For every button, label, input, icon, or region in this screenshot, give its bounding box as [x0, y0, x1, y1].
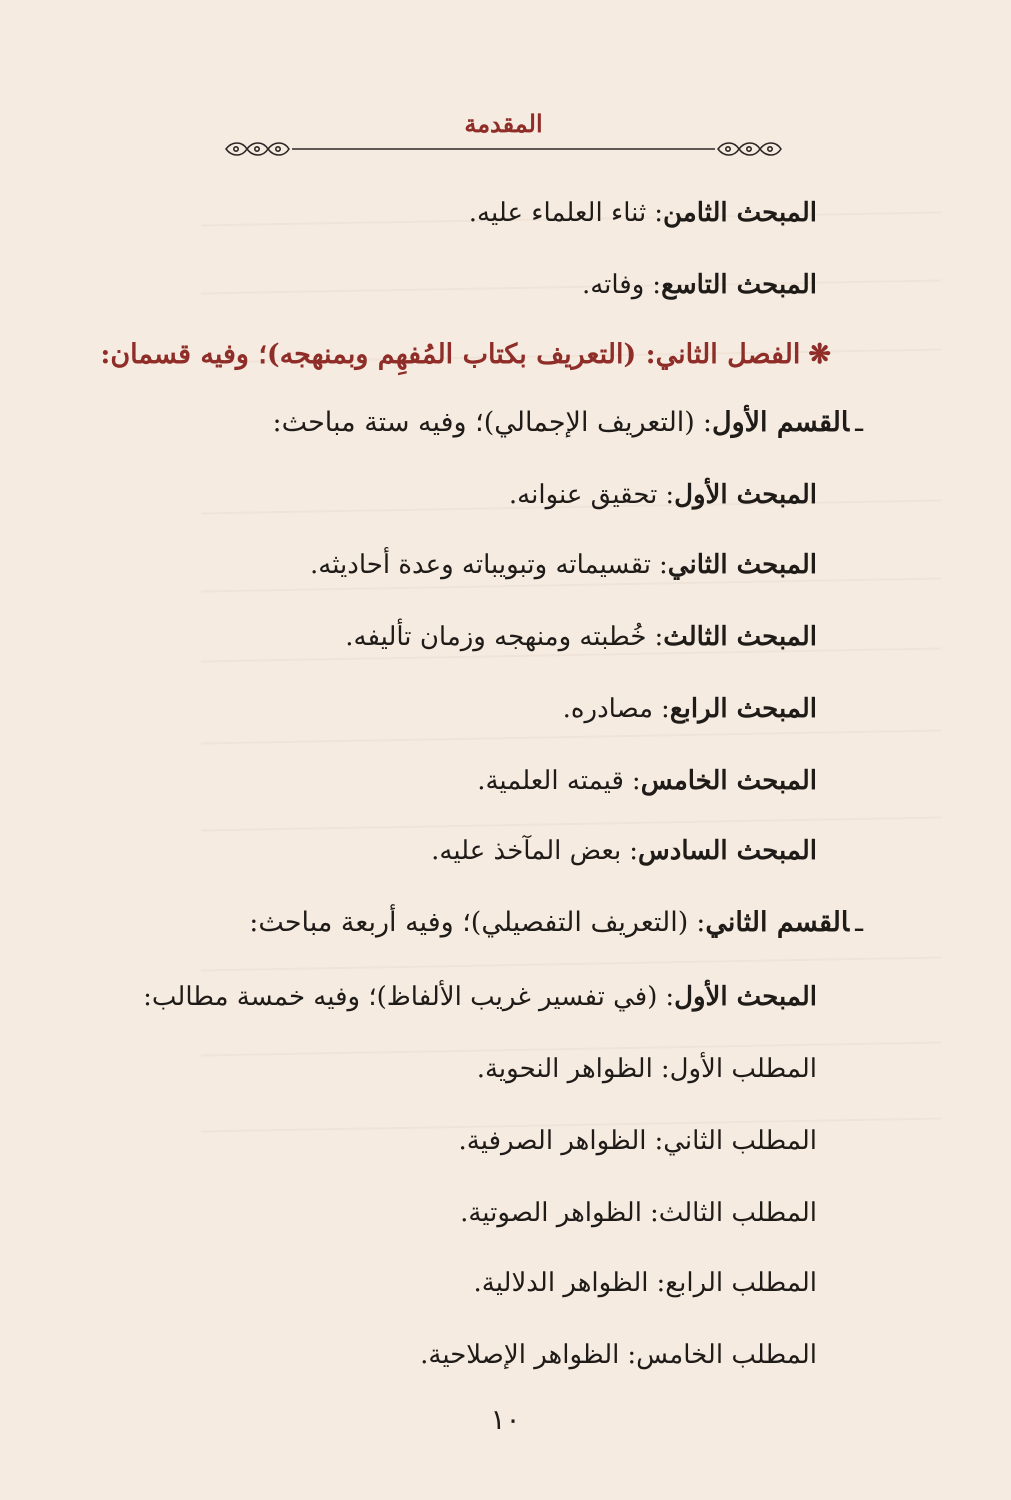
line-label: المطلب الرابع: [665, 1268, 817, 1298]
bleed-through-line: [201, 730, 941, 745]
content-line-6: المبحث الرابع:مصادره.: [562, 694, 817, 724]
line-text: (في تفسير غريب الألفاظ)؛ وفيه خمسة مطالب:: [143, 982, 658, 1012]
content-line-9: المبحث الأول:(في تفسير غريب الألفاظ)؛ وفيه خمسة مطالب:: [143, 982, 817, 1012]
content-line-12: المطلب الثالث:الظواهر الصوتية.: [460, 1198, 817, 1228]
line-text: قيمته العلمية.: [477, 766, 624, 796]
line-text: ثناء العلماء عليه.: [468, 198, 647, 228]
page-header: [222, 109, 785, 162]
part-text: (التعريف التفصيلي)؛ وفيه أربعة مباحث:: [249, 907, 689, 938]
content-line-1: المبحث الثامن:ثناء العلماء عليه.: [468, 198, 817, 228]
line-text: تحقيق عنوانه.: [508, 480, 658, 510]
part-text: (التعريف الإجمالي)؛ وفيه ستة مباحث:: [272, 407, 695, 438]
line-text: مصادره.: [562, 694, 654, 724]
content-line-14: المطلب الخامس:الظواهر الإصلاحية.: [420, 1340, 817, 1370]
part-heading-second: ـالقسم الثاني:(التعريف التفصيلي)؛ وفيه أربعة مباحث:: [249, 907, 863, 938]
line-label: المبحث الثالث: [663, 622, 817, 652]
line-text: الظواهر النحوية.: [476, 1054, 653, 1084]
content-line-13: المطلب الرابع:الظواهر الدلالية.: [473, 1268, 817, 1298]
line-label: المطلب الأول: [669, 1054, 817, 1084]
bleed-through-line: [201, 280, 941, 295]
line-label: المبحث الخامس: [640, 766, 817, 796]
content-line-8: المبحث السادس:بعض المآخذ عليه.: [431, 836, 817, 866]
line-text: الظواهر الصوتية.: [460, 1198, 642, 1228]
bleed-through-line: [201, 817, 941, 832]
line-label: المبحث السادس: [638, 836, 817, 866]
line-text: بعض المآخذ عليه.: [431, 836, 622, 866]
content-line-7: المبحث الخامس:قيمته العلمية.: [477, 766, 817, 796]
part-label: القسم الثاني: [705, 907, 850, 938]
section-title: الفصل الثاني: (التعريف بكتاب المُفهِم وبمنهجه)؛ وفيه قسمان:: [100, 339, 801, 370]
ornamental-divider: [222, 138, 785, 160]
bleed-through-line: [201, 957, 941, 972]
line-label: المبحث الأول: [674, 480, 817, 510]
asterisk-icon: ❋: [808, 339, 831, 370]
line-text: خُطبته ومنهجه وزمان تأليفه.: [345, 622, 647, 652]
line-label: المبحث الرابع: [669, 694, 817, 724]
line-label: المطلب الثاني: [663, 1126, 817, 1156]
line-text: الظواهر الإصلاحية.: [420, 1340, 620, 1370]
page-number: ١٠: [490, 1403, 521, 1436]
line-label: المبحث الثاني: [667, 550, 817, 580]
line-label: المبحث الأول: [674, 982, 817, 1012]
content-line-2: المبحث التاسع:وفاته.: [581, 270, 817, 300]
part-label: القسم الأول: [711, 407, 850, 438]
line-text: الظواهر الدلالية.: [473, 1268, 649, 1298]
left-ornament-icon: [226, 143, 289, 155]
line-text: الظواهر الصرفية.: [458, 1126, 647, 1156]
part-dash: ـ: [855, 407, 863, 438]
content-line-5: المبحث الثالث:خُطبته ومنهجه وزمان تأليفه.: [345, 622, 817, 652]
part-dash: ـ: [855, 907, 863, 938]
section-heading: [100, 338, 831, 372]
line-label: المطلب الخامس: [636, 1340, 817, 1370]
content-line-10: المطلب الأول:الظواهر النحوية.: [476, 1054, 817, 1084]
line-text: تقسيماته وتبويباته وعدة أحاديثه.: [309, 550, 652, 580]
line-label: المبحث التاسع: [661, 270, 817, 300]
content-line-4: المبحث الثاني:تقسيماته وتبويباته وعدة أحاديثه.: [309, 550, 817, 580]
right-ornament-icon: [718, 143, 781, 155]
content-line-3: المبحث الأول:تحقيق عنوانه.: [508, 480, 817, 510]
part-heading-first: ـالقسم الأول:(التعريف الإجمالي)؛ وفيه ستة مباحث:: [272, 407, 863, 438]
line-label: المبحث الثامن: [662, 198, 817, 228]
page-title: المقدمة: [464, 109, 543, 138]
line-label: المطلب الثالث: [658, 1198, 817, 1228]
line-text: وفاته.: [581, 270, 645, 300]
content-line-11: المطلب الثاني:الظواهر الصرفية.: [458, 1126, 817, 1156]
